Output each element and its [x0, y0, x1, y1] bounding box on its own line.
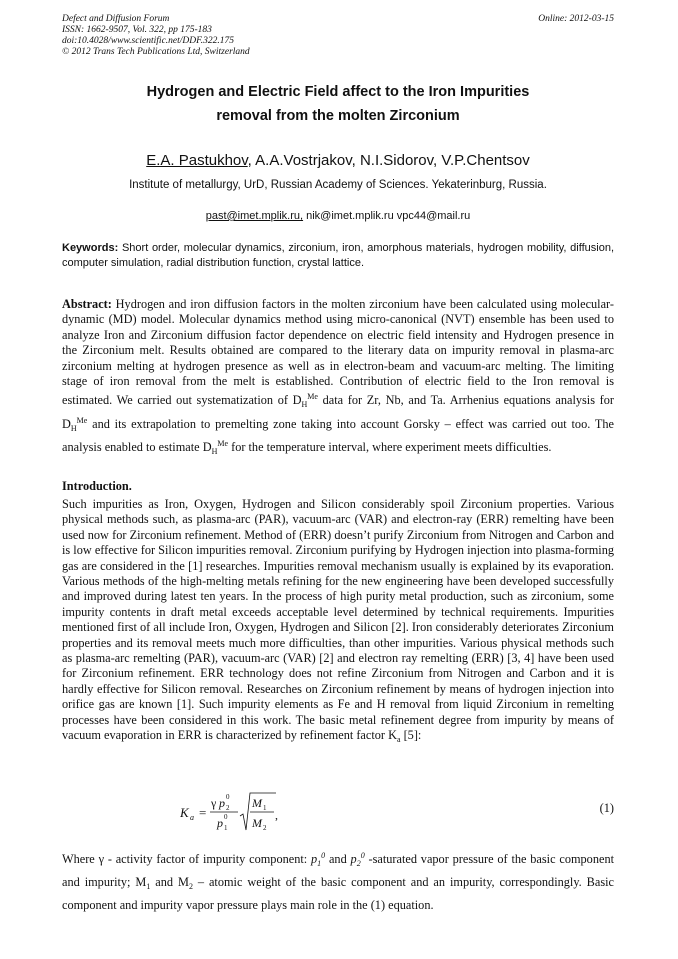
doi-line[interactable]: doi:10.4028/www.scientific.net/DDF.322.175: [62, 36, 234, 46]
m2-subscript: 2: [188, 882, 193, 891]
other-emails: nik@imet.mplik.ru vpc44@mail.ru: [303, 210, 471, 222]
abstract-text-2: data for Zr, Nb, and Ta. Arrhenius equations analysis for D: [62, 393, 614, 431]
introduction-text: Such impurities as Iron, Oxygen, Hydrogen and Silicon considerably spoil Zirconium properties. Various physical methods such, as plasma-arc (PAR), vacuum-arc (VAR) and electron-ray (ERR) remelting have been used now for Zirconium refinement. Method of (ERR) doesn’t purify Zirconium from Nitrogen and Carbon and is low effective for Silicon impurities removal. Zirconium purifying by Hydrogen injection into plasma-forming gas are considered in the [1] researches. Impurities removal mechanism usually is explained by its evaporation. Various methods of the high-melting metals refining for the new engineering have been developed successfully and improved during latest ten years. In the process of high purity metal production, such as zirconium, some impurity contents in draft metal exceeds acceptable level determined by technical requirements. Impurities mentioned first of all include Iron, Oxygen, Hydrogen and Silicon [2]. Iron considerably deteriorates Zirconium properties and its removal meets much more difficulties, than other impurities. Various physical methods such as plasma-arc remelting (PAR), vacuum-arc (VAR) [2] and electron ray remelting (ERR) [3, 4] have been used for Zirconium refinement. ERR technology does not refine Zirconium from Nitrogen and Carbon and it is hardly effective for Silicon removal. Researches on Zirconium refinement by means of hydrogen injection into orifice gas are known [1]. Such impurity elements as Fe and H removal from liquid Zirconium in remelting processes have been considered in this work. The basic metal refinement degree from impurity by means of vacuum evaporation in ERR is characterized by refinement factor K: [62, 497, 614, 743]
d-subscript: H: [301, 400, 308, 410]
eq-m2-sub: 2: [263, 824, 267, 832]
online-date: Online: 2012-03-15: [538, 14, 614, 24]
eq-p2-sub: 2: [226, 804, 230, 812]
keywords-block: [62, 241, 614, 271]
introduction-heading: Introduction.: [62, 479, 132, 493]
author-list: [62, 152, 614, 170]
eq-m2: M: [252, 816, 262, 830]
d-superscript: Me: [307, 392, 318, 402]
eq-p2-sup: 0: [226, 793, 230, 801]
abstract-text-3: and its extrapolation to premelting zone taking into account Gorsky – effect was carried out too. The analysis enabled to estimate D: [62, 416, 614, 455]
abstract-label: Abstract:: [62, 297, 112, 311]
eq-p1-sup: 0: [224, 813, 228, 821]
eq-comma: ,: [275, 808, 278, 822]
k-subscript: a: [396, 735, 401, 745]
title-line-2: removal from the molten Zirconium: [216, 108, 460, 124]
inline-p1: $p_1^0$: [311, 851, 326, 868]
eq-p1: p: [217, 816, 223, 830]
eq-p2: p: [219, 796, 225, 810]
d-subscript: H: [211, 447, 218, 457]
eq-k: K: [180, 805, 189, 820]
d-superscript: Me: [76, 415, 88, 425]
d-superscript: Me: [217, 439, 229, 449]
equation-explanation: [62, 846, 614, 915]
equation-1: [180, 790, 350, 836]
eq-gamma: γ: [211, 796, 217, 810]
issn-line: ISSN: 1662-9507, Vol. 322, pp 175-183: [62, 25, 212, 35]
eq-m1-sub: 1: [263, 804, 267, 812]
title-line-1: Hydrogen and Electric Field affect to the Iron Impurities: [146, 84, 530, 100]
equation-number: (1): [599, 801, 614, 815]
introduction-end: [5]:: [400, 728, 422, 743]
abstract-block: [62, 297, 614, 460]
explanation-text-1: Where γ - activity factor of impurity component:: [62, 852, 311, 866]
paper-title: [62, 80, 614, 128]
explanation-text-4: and M: [150, 875, 189, 889]
explanation-text-3: -saturated vapor pressure of the basic component and impurity; M: [62, 852, 615, 889]
m1-subscript: 1: [146, 882, 151, 891]
explanation-text-2: and: [325, 852, 351, 866]
corresponding-author: E.A. Pastukhov: [146, 152, 248, 169]
explanation-text-5: – atomic weight of the basic component and an impurity, correspondingly. Basic component and impurity vapor pressure plays main role in the (1) equation.: [62, 875, 615, 912]
eq-k-sub: a: [190, 813, 194, 822]
eq-m1: M: [252, 796, 262, 810]
journal-name: Defect and Diffusion Forum: [62, 14, 170, 24]
keywords-label: Keywords:: [62, 242, 119, 254]
keywords-text: Short order, molecular dynamics, zirconium, iron, amorphous materials, hydrogen mobility, diffusion, computer simulation, radial distribution function, crystal lattice.: [62, 242, 614, 269]
copyright-line: © 2012 Trans Tech Publications Ltd, Switzerland: [62, 47, 250, 57]
d-subscript: H: [70, 423, 77, 433]
abstract-text-1: Hydrogen and iron diffusion factors in the molten zirconium have been calculated using molecular-dynamic (MD) model. Molecular dynamics method using micro-canonical (NVT) ensemble has been used to analyze Iron and Zirconium diffusion factor dependence on electric field intensity and Hydrogen presence in the Zirconium melt. Results obtained are compared to the literary data on impurity removal in plasma-arc zirconium melting at hydrogen presence as well as in electron-beam and vacuum-arc melting. The limiting stage of iron removal from the melt is established. Contribution of electric field to the Iron removal is estimated. We carried out systematization of D: [62, 297, 615, 408]
eq-p1-sub: 1: [224, 824, 228, 832]
eq-equals: =: [199, 805, 207, 820]
inline-p2: $p_2^0$: [350, 851, 365, 868]
affiliation: Institute of metallurgy, UrD, Russian Academy of Sciences. Yekaterinburg, Russia.: [129, 179, 547, 191]
email-list: [62, 209, 614, 223]
introduction-body: [62, 497, 614, 748]
journal-header: [62, 14, 250, 58]
email-link[interactable]: past@imet.mplik.ru,: [205, 210, 304, 222]
co-authors: , A.A.Vostrjakov, N.I.Sidorov, V.P.Chentsov: [247, 152, 530, 169]
abstract-text-4: for the temperature interval, where experiment meets difficulties.: [228, 440, 552, 455]
